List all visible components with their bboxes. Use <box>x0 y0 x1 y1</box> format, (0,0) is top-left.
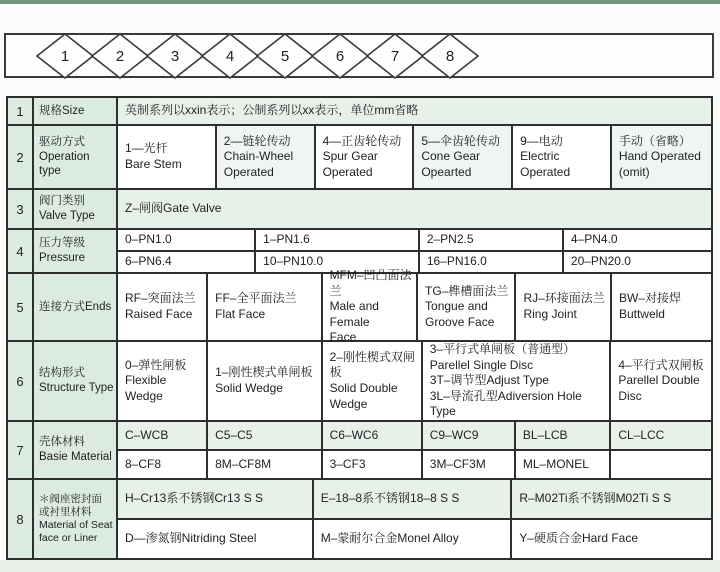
operation-cell: 手动（省略） Hand Operated (omit) <box>612 126 711 188</box>
structure-cell: 0–弹性闸板 Flexible Wedge <box>118 342 208 420</box>
row-label: 驱动方式 Operation type <box>34 126 118 188</box>
svg-text:2: 2 <box>115 47 125 65</box>
structure-cell: 4–平行式双闸板 Parellel Double Disc <box>618 357 704 403</box>
diamond-position-1 <box>36 33 94 79</box>
valve-type-cell: Z–闸阀Gate Valve <box>118 190 711 228</box>
body-material-cell: BL–LCB <box>516 422 611 449</box>
pressure-cell: 0–PN1.0 <box>118 230 256 250</box>
row-number: 4 <box>8 230 34 272</box>
operation-cell: 5—伞齿轮传动 Cone Gear Opearted <box>414 126 513 188</box>
body-material-cell: 8M–CF8M <box>208 451 322 478</box>
diamond-position-3 <box>146 33 204 79</box>
table-row-structure-type <box>8 342 711 422</box>
seat-material-cell: M–蒙耐尔合金Monel Alloy <box>314 520 513 558</box>
row-number: 3 <box>8 190 34 228</box>
size-description-cell: 英制系列以xxin表示；公制系列以xx表示，单位mm省略 <box>118 98 711 124</box>
row-number: 1 <box>8 98 34 124</box>
pressure-cell: 1–PN1.6 <box>256 230 420 250</box>
row-label: 结构形式 Structure Type <box>34 342 118 420</box>
seat-material-cell: R–M02Ti系不锈钢M02Ti S S <box>512 480 711 518</box>
seat-material-cell: D—渗氮钢Nitriding Steel <box>118 520 314 558</box>
diamond-position-7 <box>366 33 424 79</box>
ends-cell: RJ–环接面法兰 Ring Joint <box>516 274 611 340</box>
row-label: 壳体材料 Basie Material <box>34 422 118 478</box>
body-material-cell: 3–CF3 <box>323 451 423 478</box>
pressure-cell: 20–PN20.0 <box>570 254 631 269</box>
pressure-cell: 4–PN4.0 <box>570 232 618 247</box>
pressure-cell: 2–PN2.5 <box>420 230 564 250</box>
table-row-body-material <box>8 422 711 480</box>
ends-cell: FF–全平面法兰 Flat Face <box>208 274 322 340</box>
diamond-position-8 <box>421 33 479 79</box>
top-accent-band <box>0 0 720 4</box>
operation-cell: 9—电动 Electric Operated <box>513 126 612 188</box>
row-number: 7 <box>8 422 34 478</box>
table-row-ends <box>8 268 711 345</box>
table-row-size <box>8 98 711 126</box>
table-row-operation-type <box>8 126 711 190</box>
pressure-cell: 6–PN6.4 <box>118 252 256 272</box>
svg-text:8: 8 <box>445 47 455 65</box>
bottom-background-strip <box>0 560 720 572</box>
structure-cell: 2–刚性楔式双闸板 Solid Double Wedge <box>323 342 423 420</box>
table-row-valve-type <box>8 190 711 230</box>
row-number: 5 <box>8 274 34 340</box>
structure-cell: 3–平行式单闸板（普通型） Parellel Single Disc 3T–调节型Adjust Type 3L–导流孔型Adiversion Hole Type <box>423 342 612 420</box>
body-material-cell: 3M–CF3M <box>423 451 516 478</box>
pressure-cell: 16–PN16.0 <box>420 252 564 272</box>
body-material-cell: CL–LCC <box>611 422 711 449</box>
body-material-cell: C5–C5 <box>208 422 322 449</box>
body-material-cell <box>611 451 711 478</box>
svg-text:4: 4 <box>225 47 235 65</box>
seat-material-cell: Y–硬质合金Hard Face <box>519 531 639 546</box>
svg-text:5: 5 <box>280 47 290 65</box>
svg-text:6: 6 <box>335 47 345 65</box>
ends-cell: TG–榫槽面法兰 Tongue and Groove Face <box>418 274 516 340</box>
svg-text:7: 7 <box>390 47 400 65</box>
operation-cell: 4—正齿轮传动 Spur Gear Operated <box>316 126 415 188</box>
body-material-cell: ML–MONEL <box>516 451 611 478</box>
seat-material-cell: E–18–8系不锈钢18–8 S S <box>314 480 513 518</box>
row-label: 规格Size <box>34 98 118 124</box>
row-label: 阀门类别 Valve Type <box>34 190 118 228</box>
diamond-position-2 <box>91 33 149 79</box>
row-number: 8 <box>8 480 34 558</box>
model-code-diagram <box>4 33 714 78</box>
body-material-cell: 8–CF8 <box>118 451 208 478</box>
pressure-cell: 10–PN10.0 <box>256 252 420 272</box>
row-label: 压力等级 Pressure <box>34 230 118 272</box>
table-row-seat-material <box>8 480 711 558</box>
structure-cell: 1–刚性楔式单闸板 Solid Wedge <box>208 342 322 420</box>
ends-cell: RF–突面法兰 Raised Face <box>118 274 208 340</box>
operation-cell: 2—链轮传动 Chain-Wheel Operated <box>217 126 316 188</box>
ends-cell: BW–对接焊 Buttweld <box>618 291 681 321</box>
body-material-cell: C–WCB <box>118 422 208 449</box>
svg-text:1: 1 <box>60 47 70 65</box>
seat-material-cell: H–Cr13系不锈钢Cr13 S S <box>118 480 314 518</box>
ends-cell: MFM–凹凸面法兰 Male and Female Face <box>323 274 418 340</box>
row-label: 连接方式Ends <box>34 274 118 340</box>
row-number: 6 <box>8 342 34 420</box>
body-material-cell: C9–WC9 <box>423 422 516 449</box>
diamond-position-5 <box>256 33 314 79</box>
operation-cell: 1—光杆 Bare Stem <box>118 126 217 188</box>
row-label: ＊阀座密封面 或衬里材料 Material of Seat face or Liner <box>34 480 118 558</box>
svg-text:3: 3 <box>170 47 180 65</box>
diamond-position-6 <box>311 33 369 79</box>
specification-table <box>6 96 713 560</box>
row-number: 2 <box>8 126 34 188</box>
diamond-position-4 <box>201 33 259 79</box>
body-material-cell: C6–WC6 <box>323 422 423 449</box>
